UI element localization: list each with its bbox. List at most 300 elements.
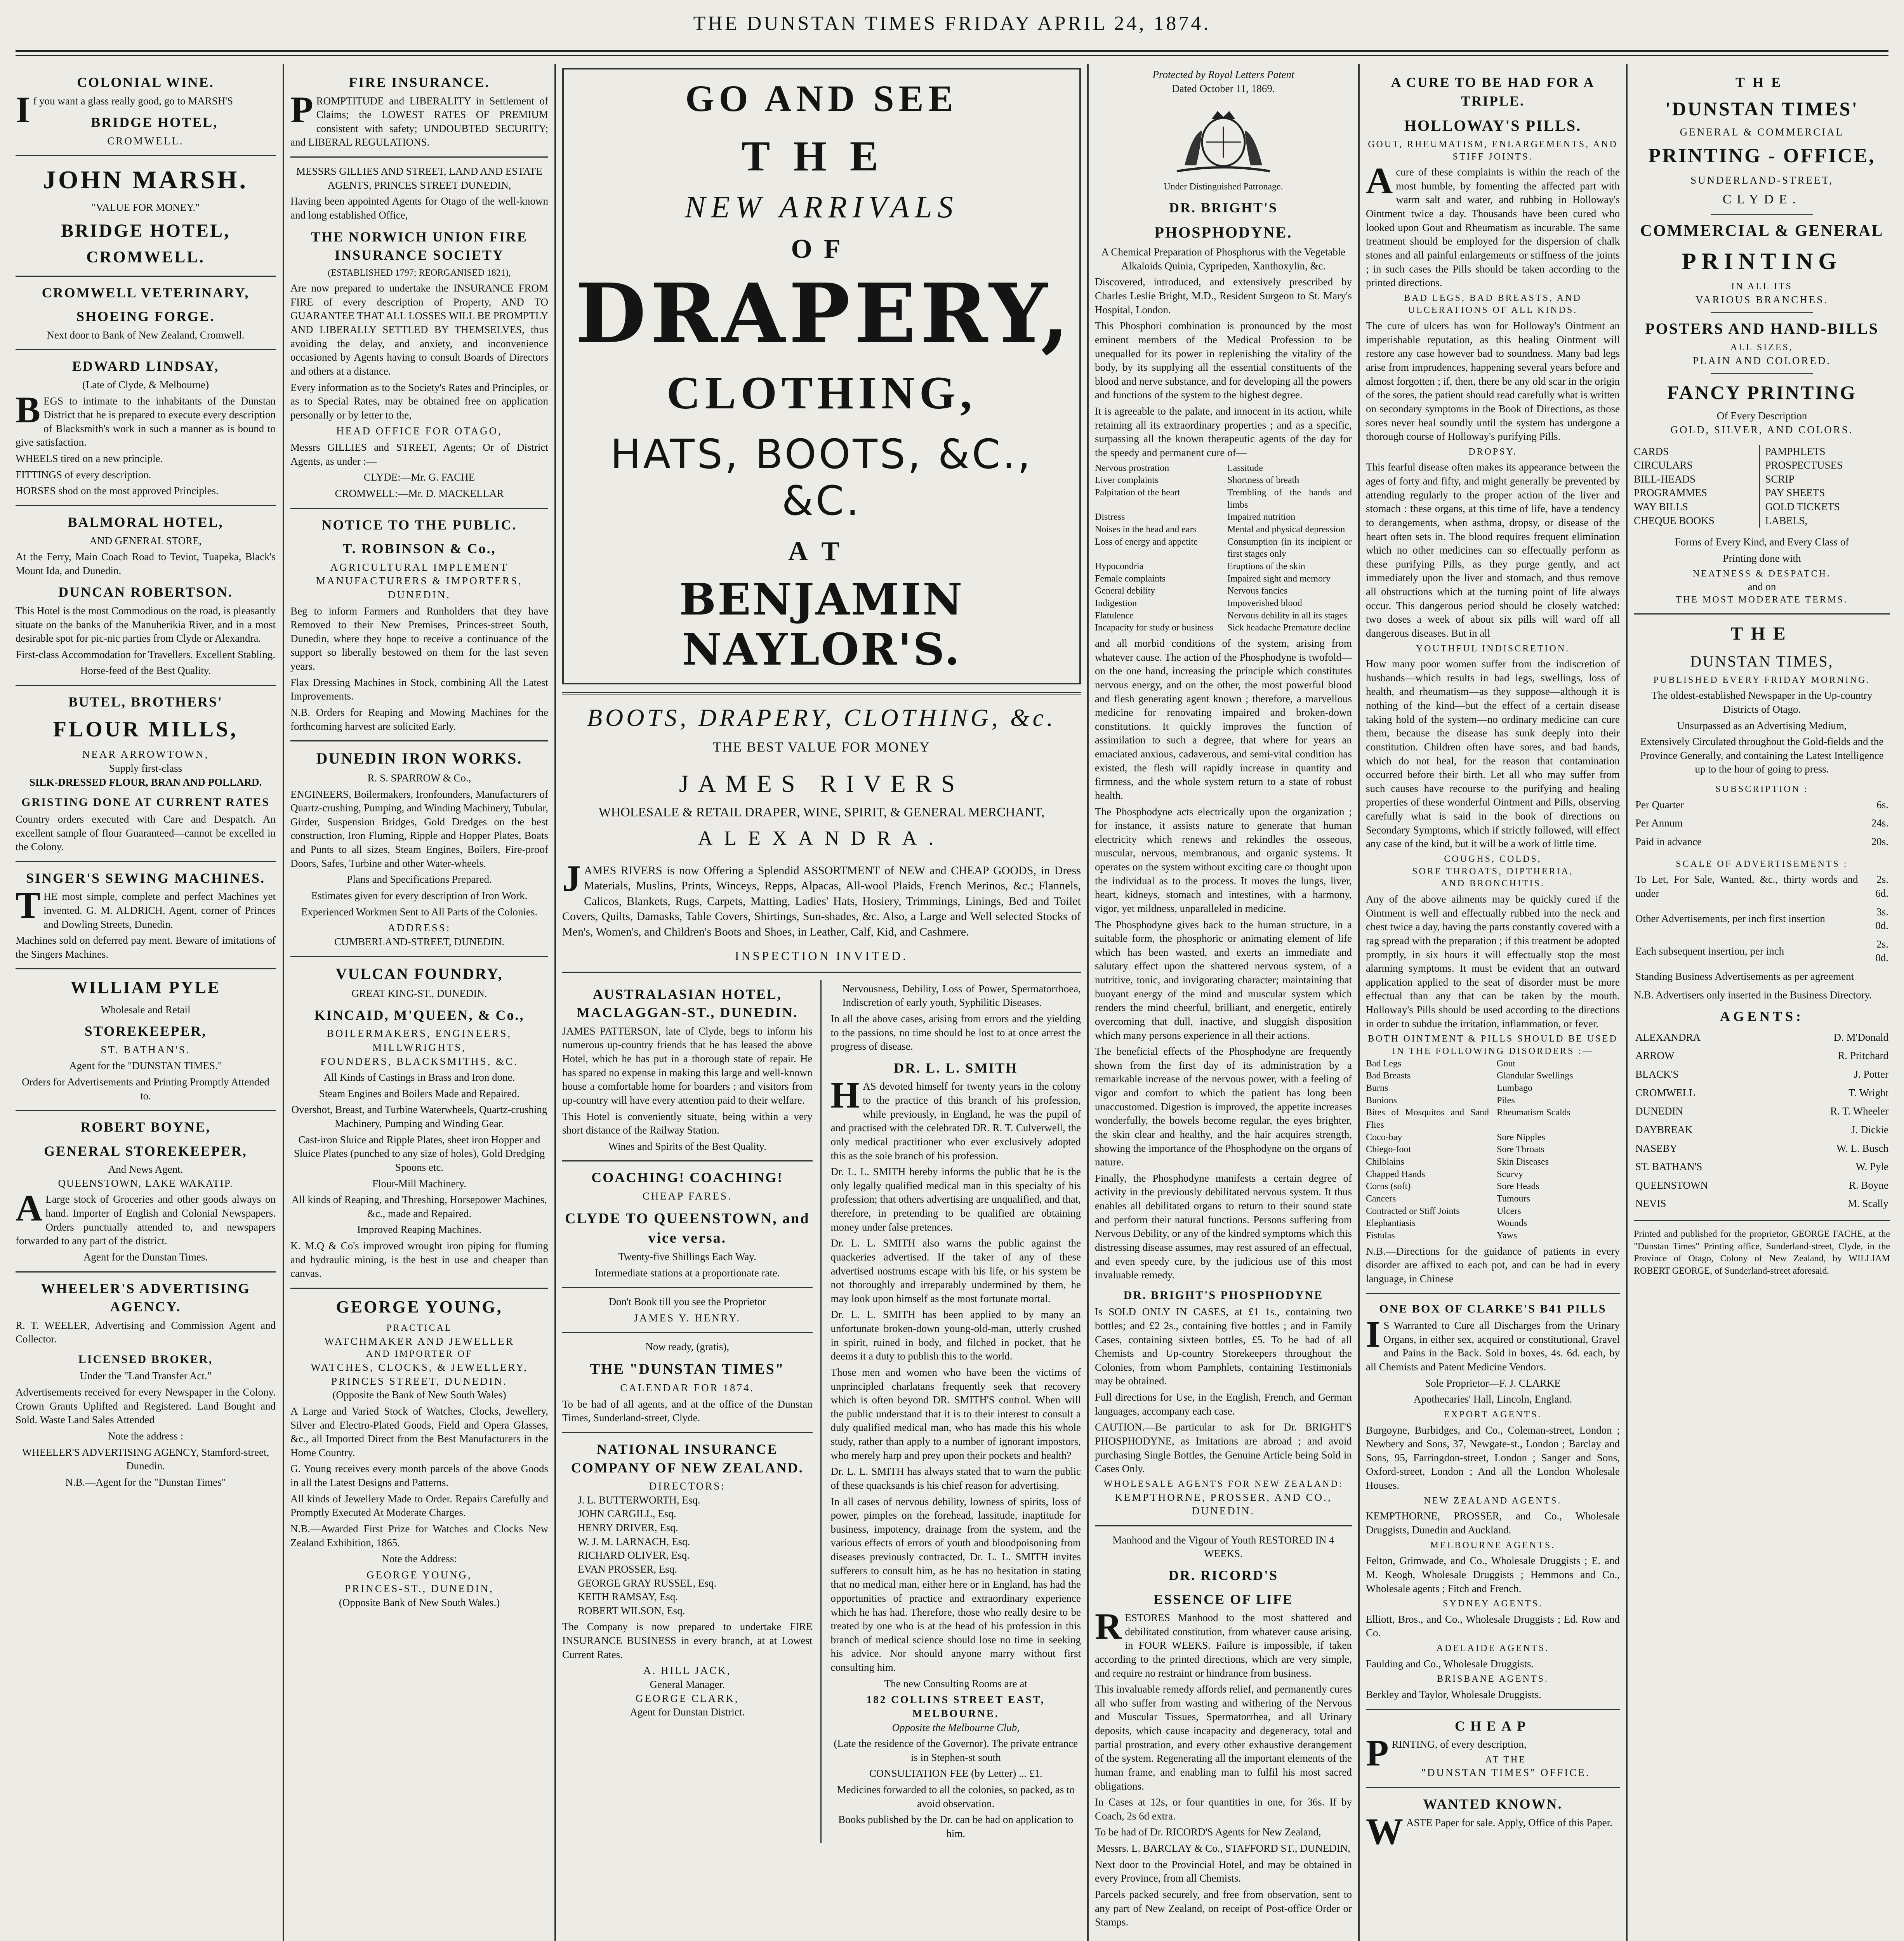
divider <box>562 1432 813 1433</box>
ad-text: Twenty-five Shillings Each Way. <box>618 1250 756 1262</box>
print-item-row <box>1634 486 1890 500</box>
column-rule <box>554 64 556 1941</box>
agent-row <box>1634 1047 1890 1065</box>
ad-heading: NEW ARRIVALS <box>684 190 959 224</box>
ad-subheading: EXPORT AGENTS. <box>1444 1409 1542 1420</box>
symptom-item: Nervous prostration <box>1095 463 1169 473</box>
ad-text: Full directions for Use, in the English, French, and German languages, accompany each case. <box>1095 1391 1352 1417</box>
disorder-item: Elephantiasis <box>1366 1218 1416 1229</box>
symptom-item: Distress <box>1095 512 1125 523</box>
ad-text: All Kinds of Castings in Brass and Iron done. <box>323 1071 515 1083</box>
ad-subheading: AND IMPORTER OF <box>366 1349 473 1359</box>
ad-text: Don't Book till you see the Proprietor <box>608 1296 766 1308</box>
ad-heading: LICENSED BROKER, <box>78 1352 213 1366</box>
symptom-item: Impaired sight and memory <box>1227 573 1331 584</box>
imprint: Printed and published for the proprietor, GEORGE FACHE, at the "Dunstan Times" Printing office, Sunderland-street, Clyde, in the Province of Otago, Colony of New Zealand, by WILLIAM ROBERT GEORGE, of Sunderland-street aforesaid. <box>1634 1229 1890 1276</box>
divider <box>290 1288 548 1289</box>
ad-heading: WANTED KNOWN. <box>1423 1796 1563 1812</box>
ad-subheading: JAMES Y. HENRY. <box>634 1312 741 1324</box>
director: W. J. M. LARNACH, Esq. <box>578 1535 690 1547</box>
ad-text: Every information as to the Society's Rates and Principles, or as to Special Rates, may be obtained free on application personally or by letter to the, <box>290 381 548 421</box>
ad-heading: GEORGE YOUNG, <box>336 1297 503 1316</box>
ad-text: BEGS to intimate to the inhabitants of the Dunstan District that he is prepared to execute every description of Blacksmith's work in such a manner as is bound to give satisfaction. <box>16 389 276 448</box>
ad-text: WHEELS tired on a new principle. <box>16 453 163 465</box>
ad-heading: HATS, BOOTS, &C., &C. <box>610 431 1033 524</box>
ad-text: Parcels packed securely, and free from observation, sent to any part of New Zealand, on receipt of Post-office Order or Stamps. <box>1095 1888 1352 1928</box>
agents-table <box>1634 1028 1890 1213</box>
ad-heading: KINCAID, M'QUEEN, & Co., <box>314 1007 525 1023</box>
print-item: CARDS <box>1634 445 1669 457</box>
divider <box>562 972 1081 973</box>
divider <box>1366 1293 1620 1294</box>
ad-text: Dr. L. L. SMITH hereby informs the public that he is the only legally qualified medical man in this specialty of his profession; that others advertising are unqualified, and that, therefore, in pretending to be qualified are obtaining money under false pretences. <box>830 1166 1081 1233</box>
ad-text: To be had of all agents, and at the office of the Dunstan Times, Sunderland-street, Clyde. <box>562 1398 813 1424</box>
ad-heading: GRISTING DONE AT CURRENT RATES <box>21 796 270 809</box>
ad-heading: BRIDGE HOTEL, <box>91 115 218 130</box>
column-rule <box>1358 64 1360 1941</box>
ad-text: Elliott, Bros., and Co., Wholesale Druggists ; Ed. Row and Co. <box>1366 1613 1620 1639</box>
print-item-row <box>1634 500 1890 514</box>
ad-text: Books published by the Dr. can be had on application to him. <box>838 1814 1074 1839</box>
ad-text: ALarge stock of Groceries and other goods always on hand. Importer of English and Colonial Newspapers. Orders punctually attended to, and newspapers forwarded to any part of the district. <box>16 1187 276 1247</box>
ad-text: Agent for the Dunstan Times. <box>83 1251 208 1263</box>
ad-heading: OF <box>791 234 852 264</box>
ad-heading: CHEAP <box>1455 1718 1531 1734</box>
director: RICHARD OLIVER, Esq. <box>578 1549 690 1561</box>
disorder-item: Cancers <box>1366 1193 1396 1204</box>
ad-text: K. M.Q & Co's improved wrought iron piping for fluming and hydraulic mining, is the best in use and cheaper than canvas. <box>290 1240 548 1280</box>
ad-heading: DR. BRIGHT'S <box>1169 200 1278 215</box>
disorder-item: Glandular Swellings <box>1497 1071 1573 1081</box>
ad-text: Berkley and Taylor, Wholesale Druggists. <box>1366 1689 1541 1701</box>
divider <box>16 276 276 277</box>
symptom-item: Female complaints <box>1095 573 1166 584</box>
ad-text: The new Consulting Rooms are at <box>884 1677 1027 1689</box>
column-1 <box>16 68 276 1941</box>
ad-subheading: Opposite the Melbourne Club, <box>892 1721 1020 1733</box>
ad-heading: CLYDE TO QUEENSTOWN, and vice versa. <box>565 1210 810 1246</box>
symptom-item: Mental and physical depression <box>1227 524 1345 535</box>
ad-text: Dr. L. L. SMITH has always stated that to warn the public of these quacksands is his chief reason for advertising. <box>830 1465 1081 1491</box>
scale-row <box>1634 935 1890 967</box>
ad-text: The beneficial effects of the Phosphodyne are frequently shown from the first day of its administration by a remarkable increase of the nervous power, with a feeling of vigor and comfort to which the patient has long been unaccustomed. Digestion is improved, the appetite increases wonderfully, the bowels become regular, the eyes brighter, the skin clear and healthy, and the hair acquires strength, showing the importance of the Phosphodyne on the organs of nature. <box>1095 1045 1352 1168</box>
ad-text: Any of the above ailments may be quickly cured if the Ointment is well and effectually rubbed into the neck and chest twice a day, having the parts constantly covered with a rag spread with the preparation ; if this treatment be adopted promptly, in six hours it will effectually stop the most alarming symptoms. It must be evident that an outward application applied to the seat of disorder must be more effectual than any that can be taken by the mouth. Holloway's Pills should be used according to the directions in order to subdue the irritation, inflammation, or fever. <box>1366 893 1620 1030</box>
ad-heading: 'DUNSTAN TIMES' <box>1665 97 1859 120</box>
naylor-ad <box>562 68 1081 684</box>
ad-text: Country orders executed with Care and Despatch. An excellent sample of flour Guaranteed—cannot be excelled in the Colony. <box>16 813 276 853</box>
ad-text: PRINTING, of every description, <box>1366 1732 1527 1774</box>
ad-subheading: VARIOUS BRANCHES. <box>1695 293 1829 306</box>
scale-row-cell: 2s. 0d. <box>1875 938 1888 964</box>
subscription-row <box>1634 833 1890 851</box>
disorder-item: Bunions <box>1366 1095 1397 1106</box>
disorder-item: Gout <box>1497 1058 1515 1069</box>
ad-heading: BOOTS, DRAPERY, CLOTHING, &c. <box>587 703 1056 731</box>
masthead-rule-thin <box>16 55 1888 56</box>
ad-subheading: PUBLISHED EVERY FRIDAY MORNING. <box>1653 675 1871 685</box>
ad-subheading: (Late of Clyde, & Melbourne) <box>82 378 209 391</box>
ad-text: Machines sold on deferred pay ment. Beware of imitations of the Singers Machines. <box>16 934 276 960</box>
divider <box>16 505 276 506</box>
ad-subheading: THE MOST MODERATE TERMS. <box>1676 594 1848 605</box>
agent-row <box>1634 1084 1890 1102</box>
symptom-item: Noises in the head and ears <box>1095 524 1197 535</box>
symptom-item: Consumption (in its incipient or first stages only <box>1227 536 1352 559</box>
column-2 <box>290 68 548 1941</box>
symptom-item: Loss of energy and appetite <box>1095 536 1198 547</box>
ad-heading: SHOEING FORGE. <box>76 309 215 325</box>
subscription-row-cell: 6s. <box>1876 799 1888 811</box>
ad-heading: FANCY PRINTING <box>1667 382 1857 404</box>
divider <box>1366 1787 1620 1788</box>
ad-text: In all the above cases, arising from errors and the yielding to the passions, no time should be lost to at once arrest the progress of disease. <box>830 1013 1081 1052</box>
ad-subheading: GOLD, SILVER, AND COLORS. <box>1670 424 1854 436</box>
ad-text: In all cases of nervous debility, lowness of spirits, loss of power, pimples on the forehead, lassitude, inaptitude for business, impotency, drainage from the system, and the various effects of errors of youth and bloodpoisoning from diseases previously contracted, Dr. L. L. SMITH invites sufferers to consult him, as he has no hesitation in stating that no medical man, either here or in England, has had the opportunities of practice and extraordinary experience which he has had. Therefore, those who really desire to be treated by one who is at the head of his profession in this branch of medical science should lose no time in seeking his advice. Nor should anyone marry without first consulting him. <box>830 1495 1081 1674</box>
ad-text: Forms of Every Kind, and Every Class of <box>1675 536 1849 548</box>
ad-subheading: Of Every Description <box>1716 410 1807 422</box>
ad-heading: CROMWELL. <box>86 248 205 267</box>
ad-text: Messrs. L. BARCLAY & Co., STAFFORD ST., DUNEDIN, <box>1096 1842 1350 1854</box>
ad-subheading: "VALUE FOR MONEY." <box>91 201 200 214</box>
scale-row <box>1634 967 1890 986</box>
subscription-row-cell: Per Annum <box>1635 817 1683 829</box>
symptom-item: Impoverished blood <box>1227 598 1302 608</box>
ad-text: If you want a glass really good, go to MARSH'S <box>16 89 233 130</box>
ad-text: CONSULTATION FEE (by Letter) ... £1. <box>869 1767 1042 1780</box>
ad-heading: THE <box>741 132 902 180</box>
disorder-item: Scurvy <box>1497 1169 1523 1179</box>
divider <box>16 968 276 969</box>
agent-row-cell: T. Wright <box>1848 1087 1888 1099</box>
ad-subheading: SUNDERLAND-STREET, <box>1690 174 1833 186</box>
disorder-item: Rheumatism Scalds <box>1497 1108 1570 1118</box>
ad-subheading: SUBSCRIPTION : <box>1715 784 1808 795</box>
agent-row-cell: D. M'Donald <box>1833 1031 1888 1043</box>
ad-text: Finally, the Phosphodyne manifests a certain degree of activity in the previously debilitated nervous system. It thus enables all debilitated organs to return to their sound state and perform their natural functions. Persons suffering from Nervous Debility, or any of the kindred symptoms which this distressing disease assumes, may rest assured of an effectual, and even speedy cure, by the judicious use of this most invaluable remedy. <box>1095 1172 1352 1281</box>
ad-heading: THE <box>1735 75 1789 90</box>
ad-heading: T. ROBINSON & Co., <box>342 541 496 557</box>
divider <box>1634 613 1890 615</box>
print-item: CHEQUE BOOKS <box>1634 514 1715 526</box>
ad-text: CLYDE:—Mr. G. FACHE <box>363 471 475 483</box>
subscription-row-cell: 20s. <box>1871 836 1888 847</box>
ad-subheading: KEMPTHORNE, PROSSER, AND CO., DUNEDIN. <box>1115 1491 1332 1517</box>
ad-subheading: A. HILL JACK, <box>643 1665 731 1677</box>
ad-subheading: (Opposite Bank of New South Wales.) <box>339 1597 500 1609</box>
ad-heading: AGENTS: <box>1720 1009 1804 1024</box>
scale-row-cell: 3s. 0d. <box>1875 906 1888 932</box>
ad-text: IS Warranted to Cure all Discharges from the Urinary Organs, in either sex, acquired or constitutional, Gravel and Pains in the Back. Sold in boxes, 4s. 6d. each, by all Chemists and Patent Medicine Vendors. <box>1366 1313 1620 1373</box>
ad-subheading: Wholesale and Retail <box>101 1003 191 1016</box>
disorder-item: Piles <box>1497 1095 1515 1106</box>
ad-text: RESTORES Manhood to the most shattered and debilitated constitution, from whatever cause arising, in FOUR WEEKS. Failure is impossible, if taken according to the printed directions, which are very simple, and require no restraint or hindrance from business. <box>1095 1606 1352 1679</box>
column-rule <box>1626 64 1628 1941</box>
symptom-list <box>1095 462 1352 634</box>
symptom-item: Nervous debility in all its stages <box>1227 610 1347 621</box>
symptom-item: Eruptions of the skin <box>1227 561 1305 571</box>
ad-subheading: NEATNESS & DESPATCH. <box>1693 568 1831 579</box>
scale-row <box>1634 903 1890 935</box>
ad-text: Manhood and the Vigour of Youth RESTORED IN 4 WEEKS. <box>1112 1534 1334 1560</box>
ad-subheading: BOILERMAKERS, ENGINEERS, MILLWRIGHTS, <box>327 1028 512 1053</box>
ad-text: Agent for the "DUNSTAN TIMES." <box>69 1060 222 1072</box>
ad-heading: WHEELER'S ADVERTISING AGENCY. <box>41 1280 250 1315</box>
ad-heading: BUTEL, BROTHERS' <box>68 694 223 710</box>
symptom-item: Hypocondria <box>1095 561 1144 571</box>
subscription-row <box>1634 814 1890 833</box>
ad-subheading: Dated October 11, 1869. <box>1172 82 1275 94</box>
ad-subheading: General Manager. <box>650 1678 725 1690</box>
ad-heading: NOTICE TO THE PUBLIC. <box>321 517 517 533</box>
ad-subheading: DROPSY. <box>1468 446 1517 457</box>
director: ROBERT WILSON, Esq. <box>578 1604 685 1616</box>
ad-text: It is agreeable to the palate, and innocent in its action, while retaining all its extraordinary properties ; and as a specific, surpassing all the known therapeutic agents of the day for the speedy and permanent cure of— <box>1095 405 1352 458</box>
ad-heading: EDWARD LINDSAY, <box>72 358 219 374</box>
ad-text: Sole Proprietor—F. J. CLARKE <box>1425 1377 1561 1389</box>
ad-text: Printing done with <box>1723 552 1801 564</box>
column-3a <box>562 980 822 1843</box>
ad-subheading: GREAT KING-ST., DUNEDIN. <box>351 988 487 1000</box>
ad-subheading: BOTH OINTMENT & PILLS SHOULD BE USED IN THE FOLLOWING DISORDERS :— <box>1368 1034 1618 1056</box>
masthead: THE DUNSTAN TIMES FRIDAY APRIL 24, 1874. <box>693 12 1211 35</box>
divider <box>16 685 276 686</box>
ad-text: HORSES shod on the most approved Principles. <box>16 485 219 497</box>
ad-subheading: BRISBANE AGENTS. <box>1437 1674 1549 1684</box>
agent-row-cell: ARROW <box>1635 1050 1675 1062</box>
divider <box>290 508 548 509</box>
ad-text: A Large and Varied Stock of Watches, Clocks, Jewellery, Silver and Electro-Plated Goods, Field and Opera Glasses, &c., all Imported Direct from the Best Manufacturers in the Home Country. <box>290 1405 548 1458</box>
ad-text: In Cases at 12s, or four quantities in one, for 36s. If by Coach, 2s 6d extra. <box>1095 1796 1352 1822</box>
ad-text: Note the address : <box>108 1430 184 1442</box>
print-item-row <box>1634 445 1890 459</box>
masthead-rule <box>16 50 1888 52</box>
agent-row-cell: W. Pyle <box>1855 1161 1888 1173</box>
ad-text: Beg to inform Farmers and Runholders that they have Removed to their New Premises, Princes-street South, Dunedin, where they hope to receive a continuance of the support so liberally bestowed on them for the last seven years. <box>290 605 548 672</box>
ad-text: Estimates given for every description of Iron Work. <box>311 889 528 901</box>
agent-row-cell: ST. BATHAN'S <box>1635 1161 1702 1173</box>
ad-text: The Phosphodyne gives back to the human structure, in a suitable form, the phosphoric or animating element of life which has been wasted, and exerts an immediate and salutary effect upon the shattered nervous system, of a nutritive, tonic, and invigorating character; maintaining that buoyant energy of the mind and muscular system which renders the mind cheerful, brilliant, and energetic, entirely overcoming that dull, inactive, and sluggish disposition which many persons experience in all their actions. <box>1095 918 1352 1041</box>
disorder-item: Corns (soft) <box>1366 1181 1411 1192</box>
ad-heading: GO AND SEE <box>685 78 958 119</box>
ad-subheading: NEAR ARROWTOWN, <box>82 748 209 760</box>
divider <box>562 692 1081 694</box>
agent-row <box>1634 1028 1890 1047</box>
ad-text: CAUTION.—Be particular to ask for Dr. BRIGHT'S PHOSPHODYNE, as Imitations are abroad ; and avoid purchasing Single Bottles, the Genuine Article being Sold in Cases Only. <box>1095 1421 1352 1475</box>
ad-heading: FIRE INSURANCE. <box>349 75 490 90</box>
ad-heading: THE <box>1730 623 1793 644</box>
symptom-item: Lassitude <box>1227 463 1263 473</box>
ad-text: This Phosphori combination is pronounced by the most eminent members of the Medical Profession to be unequalled for its power in replenishing the vitality of the body, by its supplying all the essential constituents of the blood and nerve substance, and for developing all the powers and functions of the system to the highest degree. <box>1095 320 1352 401</box>
print-items <box>1634 445 1890 528</box>
disorder-item: Tumours <box>1497 1193 1530 1204</box>
divider <box>1711 373 1813 374</box>
ad-subheading: ST. BATHAN'S. <box>101 1043 191 1056</box>
scale-row <box>1634 870 1890 903</box>
ad-subheading: PRINCES-ST., DUNEDIN, <box>345 1583 494 1595</box>
symptom-item: Trembling of the hands and limbs <box>1227 487 1352 510</box>
disorder-item: Chiego-foot <box>1366 1144 1411 1155</box>
ad-text: The Company is now prepared to undertake FIRE INSURANCE BUSINESS in every branch, at at Lowest Current Rates. <box>562 1621 813 1660</box>
ad-subheading: CHEAP FARES. <box>642 1190 732 1202</box>
ad-subheading: SORE THROATS, DIPTHERIA, <box>1412 866 1574 877</box>
ad-heading: ALEXANDRA. <box>698 827 945 849</box>
ad-text: All kinds of Jewellery Made to Order. Repairs Carefully and Promptly Executed At Moderate Charges. <box>290 1493 548 1519</box>
ad-heading: HOLLOWAY'S PILLS. <box>1404 117 1582 135</box>
column-3 <box>562 68 1081 1941</box>
ad-text: To be had of Dr. RICORD'S Agents for New Zealand, <box>1095 1826 1321 1838</box>
ad-text: This Hotel is the most Commodious on the road, is pleasantly situate on the banks of the Manuherikia River, and in a most desirable spot for pic-nic parties from Clyde or Alexandra. <box>16 604 276 644</box>
divider <box>562 1160 813 1161</box>
ad-subheading: WHOLESALE AGENTS FOR NEW ZEALAND: <box>1103 1479 1343 1489</box>
disorder-item: Chapped Hands <box>1366 1169 1425 1179</box>
ad-heading: COACHING! COACHING! <box>591 1170 783 1186</box>
ad-heading: ONE BOX OF CLARKE'S B41 PILLS <box>1379 1302 1607 1315</box>
divider <box>16 349 276 350</box>
divider <box>1711 214 1813 215</box>
divider <box>16 1110 276 1111</box>
symptom-item: Nervous fancies <box>1227 586 1288 596</box>
symptom-item: Palpitation of the heart <box>1095 487 1180 498</box>
ad-text: N.B. Advertisers only inserted in the Business Directory. <box>1634 989 1872 1001</box>
ad-subheading: MANUFACTURERS & IMPORTERS, <box>316 575 523 587</box>
agent-row <box>1634 1194 1890 1213</box>
disorder-item: Skin Diseases <box>1497 1156 1549 1167</box>
ad-text: Cast-iron Sluice and Ripple Plates, sheet iron Hopper and Sluice Plates (punched to any size of holes), Gold Dredging Spoons etc. <box>294 1134 545 1173</box>
ad-heading: NATIONAL INSURANCE COMPANY OF NEW ZEALAND. <box>571 1441 804 1476</box>
ad-heading: THE "DUNSTAN TIMES" <box>590 1361 785 1378</box>
ad-text: Horse-feed of the Best Quality. <box>80 665 211 677</box>
ad-text: N.B.—Directions for the guidance of patients in every disorder are affixed to each pot, and can be had in every language, in Chinese <box>1366 1245 1620 1285</box>
agent-row <box>1634 1065 1890 1084</box>
scale-row-cell: To Let, For Sale, Wanted, &c., thirty words and under <box>1635 873 1858 899</box>
print-item: SCRIP <box>1759 472 1890 486</box>
director: JOHN CARGILL, Esq. <box>578 1508 676 1520</box>
ad-text: The oldest-established Newspaper in the Up-country Districts of Otago. <box>1651 689 1873 715</box>
ad-subheading: INSPECTION INVITED. <box>735 948 909 963</box>
ad-subheading: GENERAL & COMMERCIAL <box>1680 126 1844 138</box>
disorder-item: Sore Throats <box>1497 1144 1544 1155</box>
ad-heading: POSTERS AND HAND-BILLS <box>1645 320 1879 338</box>
ad-text: Unsurpassed as an Advertising Medium, <box>1677 719 1847 731</box>
ad-heading: STOREKEEPER, <box>84 1023 207 1039</box>
print-item-row <box>1634 472 1890 486</box>
ad-text: ENGINEERS, Boilermakers, Ironfounders, Manufacturers of Quartz-crushing, Pumping, and Winding Machinery, Tubular, Girder, Suspension Bridges, Gold Dredges on the best construction, Iron Fluming, Ripple and Hopper Plates, Boats and Punts to all sizes, Steam Engines, Boilers, Fire-proof Doors, Safes, Turbine and other Water-wheels. <box>290 788 548 869</box>
ad-subheading: GEORGE CLARK, <box>636 1692 739 1704</box>
agent-row <box>1634 1121 1890 1139</box>
print-item: GOLD TICKETS <box>1759 500 1890 514</box>
ad-text: Dr. L. L. SMITH has been applied to by many an unfortunate broken-down young-old-man, utterly crushed in spirit, ruined in body, and filched in pocket, that he deems it a duty to publish this to the world. <box>830 1309 1081 1362</box>
symptom-item: Incapacity for study or business <box>1095 623 1214 633</box>
agent-row-cell: NEVIS <box>1635 1198 1666 1210</box>
symptom-item: Shortness of breath <box>1227 475 1299 486</box>
ad-heading: AUSTRALASIAN HOTEL, MACLAGGAN-ST., DUNEDIN. <box>577 986 798 1021</box>
ad-text: Burgoyne, Burbidges, and Co., Coleman-street, London ; Newbery and Sons, 37, Newgate-st., London ; Barclay and Sons, 95, Farringdon-street, London ; Sanger and Sons, Oxford-street, London ; And all the London Wholesale Houses. <box>1366 1424 1620 1491</box>
ad-heading: DR. L. L. SMITH <box>894 1060 1018 1076</box>
ad-heading: DUNCAN ROBERTSON. <box>58 584 233 600</box>
column-rule <box>283 64 284 1941</box>
ad-text: CROMWELL:—Mr. D. MACKELLAR <box>335 487 504 499</box>
ad-text: and all morbid conditions of the system, arising from whatever cause. The action of the Phosphodyne is twofold—on the one hand, increasing the principle which constitutes nervous energy, and on the other, the most powerful blood and flesh generating agent known ; therefore, a marvellous medicine for renovating impaired and broken-down constitutions. It quickly improves the function of assimilation to such a degree, that where for years an emaciated anxious, cadaverous, and semi-vital condition has existed, the flesh will rapidly increase in quantity and firmness, and the whole system return to a state of robust health. <box>1095 637 1352 801</box>
print-item: CIRCULARS <box>1634 459 1693 471</box>
print-item: PAY SHEETS <box>1759 486 1890 500</box>
divider <box>290 956 548 957</box>
print-item-row <box>1634 514 1890 528</box>
ad-subheading: THE BEST VALUE FOR MONEY <box>712 739 931 755</box>
ad-subheading: WATCHMAKER AND JEWELLER <box>324 1335 514 1347</box>
ad-text: SILK-DRESSED FLOUR, BRAN AND POLLARD. <box>29 776 262 788</box>
ad-heading: DR. BRIGHT'S PHOSPHODYNE <box>1123 1288 1324 1302</box>
ad-text: Next door to Bank of New Zealand, Cromwell. <box>47 329 245 341</box>
agent-row-cell: R. T. Wheeler <box>1830 1105 1888 1117</box>
ad-subheading: DUNEDIN. <box>388 589 451 601</box>
ad-text: Advertisements received for every Newspaper in the Colony. Crown Grants Uplifted and Registered. Land Bought and Sold. Waste Land Sales Attended <box>16 1386 276 1426</box>
ad-heading: A CURE TO BE HAD FOR A TRIPLE. <box>1391 75 1595 109</box>
print-item: BILL-HEADS <box>1634 473 1696 485</box>
ad-subheading: Under Distinguished Patronage. <box>1164 182 1283 192</box>
disorder-item: Bad Legs <box>1366 1058 1402 1069</box>
ad-subheading: MELBOURNE AGENTS. <box>1430 1540 1556 1550</box>
director: J. L. BUTTERWORTH, Esq. <box>578 1494 700 1506</box>
ad-heading: WILLIAM PYLE <box>70 978 221 997</box>
ad-text: Supply first-class <box>109 762 182 774</box>
ad-text: Flax Dressing Machines in Stock, combining All the Latest Improvements. <box>290 676 548 702</box>
ad-subheading: Agent for Dunstan District. <box>630 1706 745 1718</box>
disorder-item: Wounds <box>1497 1218 1527 1229</box>
ad-subheading: PRACTICAL <box>386 1323 452 1333</box>
ad-subheading: CLYDE. <box>1722 192 1802 207</box>
ad-text: This Hotel is conveniently situate, being within a very short distance of the Railway Station. <box>562 1110 813 1136</box>
ad-heading: DRAPERY, <box>575 266 1073 362</box>
ad-text: G. Young receives every month parcels of the above Goods in all the Latest Designs and Patterns. <box>290 1463 548 1489</box>
ad-subheading: QUEENSTOWN, LAKE WAKATIP. <box>58 1177 233 1189</box>
ad-heading: COLONIAL WINE. <box>77 75 214 90</box>
ad-subheading: ADDRESS: <box>387 922 451 934</box>
agent-row <box>1634 1158 1890 1176</box>
ad-subheading: CUMBERLAND-STREET, DUNEDIN. <box>334 936 505 948</box>
ad-subheading: and on <box>1748 581 1776 593</box>
ad-heading: BENJAMIN NAYLOR'S. <box>679 574 964 675</box>
ad-text: Felton, Grimwade, and Co., Wholesale Druggists ; E. and M. Keogh, Wholesale Druggists ; Hemmons and Co., Wholesale agents ; Fitch and French. <box>1366 1555 1620 1594</box>
print-item: LABELS, <box>1759 514 1890 528</box>
subscription-row-cell: Paid in advance <box>1635 836 1702 847</box>
agent-row-cell: R. Pritchard <box>1838 1050 1888 1062</box>
ad-subheading: YOUTHFUL INDISCRETION. <box>1416 643 1570 654</box>
ad-text: Extensively Circulated throughout the Gold-fields and the Province Generally, and containing the Latest Intelligence up to the hour of going to press. <box>1640 736 1884 775</box>
ad-text: Faulding and Co., Wholesale Druggists. <box>1366 1658 1534 1670</box>
ad-text: N.B.—Agent for the "Dunstan Times" <box>65 1476 226 1488</box>
print-item: WAY BILLS <box>1634 501 1688 513</box>
ad-subheading: AT THE <box>1485 1754 1526 1765</box>
ad-heading: ROBERT BOYNE, <box>80 1119 211 1135</box>
subscription-table <box>1634 796 1890 851</box>
disorder-item: Bad Breasts <box>1366 1071 1411 1081</box>
ad-text: The cure of ulcers has won for Holloway's Ointment an imperishable reputation, as this healing Ointment will restore any case however bad to soundness. Many bad legs arise from imprudences, happening several years before and almost forgotten ; if, then, there be any old scar in the origin of the sores, the patient should read carefully what is written on secondary symptoms in the Book of Directions, as those sores never heal soundly until the system has undergone a thorough course of Holloway's purifying Pills. <box>1366 320 1620 443</box>
ad-subheading: "DUNSTAN TIMES" OFFICE. <box>1421 1767 1590 1779</box>
ad-subheading: And News Agent. <box>108 1163 183 1175</box>
ad-text: Messrs GILLIES and STREET, Agents; Or of District Agents, as under :— <box>290 441 548 467</box>
agent-row <box>1634 1176 1890 1195</box>
print-item: PAMPHLETS <box>1759 445 1890 459</box>
ad-heading: CROMWELL VETERINARY, <box>42 285 250 300</box>
ad-subheading: BAD LEGS, BAD BREASTS, AND ULCERATIONS OF ALL KINDS. <box>1404 293 1582 316</box>
royal-crest-icon <box>1161 99 1286 177</box>
scale-row-cell: Each subsequent insertion, per inch <box>1635 945 1784 957</box>
ad-subheading: GOUT, RHEUMATISM, ENLARGEMENTS, AND STIFF JOINTS. <box>1368 139 1618 162</box>
ad-subheading: FOUNDERS, BLACKSMITHS, &C. <box>320 1055 518 1067</box>
disorder-item: Coco-bay <box>1366 1132 1402 1142</box>
disorder-item: Lumbago <box>1497 1083 1532 1093</box>
ad-text: All kinds of Reaping, and Threshing, Horsepower Machines, &c., made and Repaired. <box>292 1194 547 1219</box>
